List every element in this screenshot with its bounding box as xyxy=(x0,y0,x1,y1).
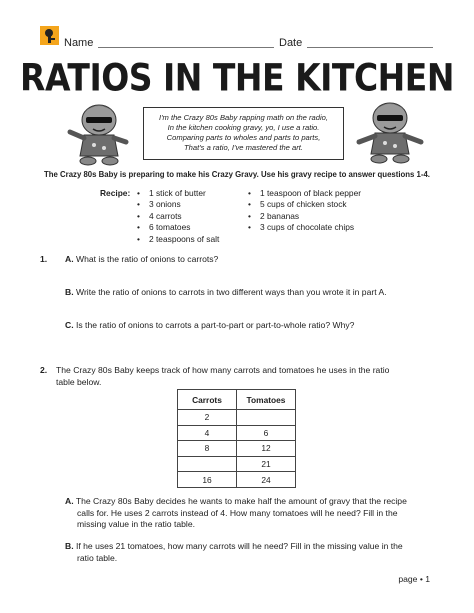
poem-line: I'm the Crazy 80s Baby rapping math on the radio, xyxy=(158,113,329,122)
question-1b: B. Write the ratio of onions to carrots in two different ways than you wrote it in part A. xyxy=(65,287,387,297)
column-header-tomatoes: Tomatoes xyxy=(237,390,296,410)
recipe-item: • 3 cups of chocolate chips xyxy=(248,222,355,233)
table-cell: 6 xyxy=(237,425,296,441)
recipe-label: Recipe: xyxy=(100,188,131,198)
table-row xyxy=(178,425,296,441)
intro-instructions: The Crazy 80s Baby is preparing to make his Crazy Gravy. Use his gravy recipe to answer questions 1-4. xyxy=(44,170,430,179)
question-1c: C. Is the ratio of onions to carrots a part-to-part or part-to-whole ratio? Why? xyxy=(65,320,355,330)
table-cell: 12 xyxy=(237,441,296,457)
page-title: RATIOS IN THE KITCHEN xyxy=(20,55,454,100)
recipe-item: • 2 bananas xyxy=(248,210,300,221)
question-2a: A. The Crazy 80s Baby decides he wants to make half the amount of gravy that the recipe calls for. He uses 2 carrots instead of 4. How many tomatoes will he need? Fill in the missing value in the ratio table. xyxy=(65,496,407,529)
recipe-list-left xyxy=(137,188,219,245)
poem-line: That's a ratio, I've mastered the art. xyxy=(184,143,303,152)
table-row xyxy=(178,410,296,426)
recipe-item: • 4 carrots xyxy=(137,210,182,221)
crazy-80s-baby-illustration-left xyxy=(64,98,134,168)
table-cell: 16 xyxy=(178,472,237,488)
poem-box xyxy=(143,107,344,160)
recipe-item: • 2 teaspoons of salt xyxy=(137,233,220,244)
poem-line: In the kitchen cooking gravy, yo, I use a ratio. xyxy=(167,123,320,132)
question-2-text: The Crazy 80s Baby keeps track of how many carrots and tomatoes he uses in the ratio table below. xyxy=(56,365,390,387)
date-line[interactable] xyxy=(307,47,433,48)
recipe-item: • 1 stick of butter xyxy=(137,188,206,198)
table-row xyxy=(178,472,296,488)
recipe-item: • 5 cups of chicken stock xyxy=(248,199,347,210)
table-header-row xyxy=(178,390,296,410)
recipe-item: • 1 teaspoon of black pepper xyxy=(248,188,362,198)
table-cell-missing[interactable] xyxy=(237,410,296,426)
logo-icon xyxy=(40,26,59,45)
recipe-list-right xyxy=(248,188,361,234)
crazy-80s-baby-illustration-right xyxy=(355,96,425,166)
table-row xyxy=(178,441,296,457)
page-number: page • 1 xyxy=(398,574,430,584)
recipe-item: • 3 onions xyxy=(137,199,181,210)
table-cell-missing[interactable] xyxy=(178,456,237,472)
table-cell: 2 xyxy=(178,410,237,426)
name-label: Name xyxy=(64,37,94,49)
table-row xyxy=(178,456,296,472)
recipe-item: • 6 tomatoes xyxy=(137,222,191,233)
table-cell: 21 xyxy=(237,456,296,472)
poem-line: Comparing parts to wholes and parts to parts, xyxy=(166,133,321,142)
question-1a: A. What is the ratio of onions to carrots? xyxy=(65,254,219,264)
question-2-number: 2. xyxy=(40,365,48,375)
question-2b: B. If he uses 21 tomatoes, how many carrots will he need? Fill in the missing value in the ratio table. xyxy=(65,541,403,563)
ratio-table xyxy=(177,389,296,488)
name-line[interactable] xyxy=(98,47,274,48)
table-cell: 4 xyxy=(178,425,237,441)
question-1-number: 1. xyxy=(40,254,48,264)
table-cell: 24 xyxy=(237,472,296,488)
column-header-carrots: Carrots xyxy=(178,390,237,410)
table-cell: 8 xyxy=(178,441,237,457)
date-label: Date xyxy=(279,37,303,49)
